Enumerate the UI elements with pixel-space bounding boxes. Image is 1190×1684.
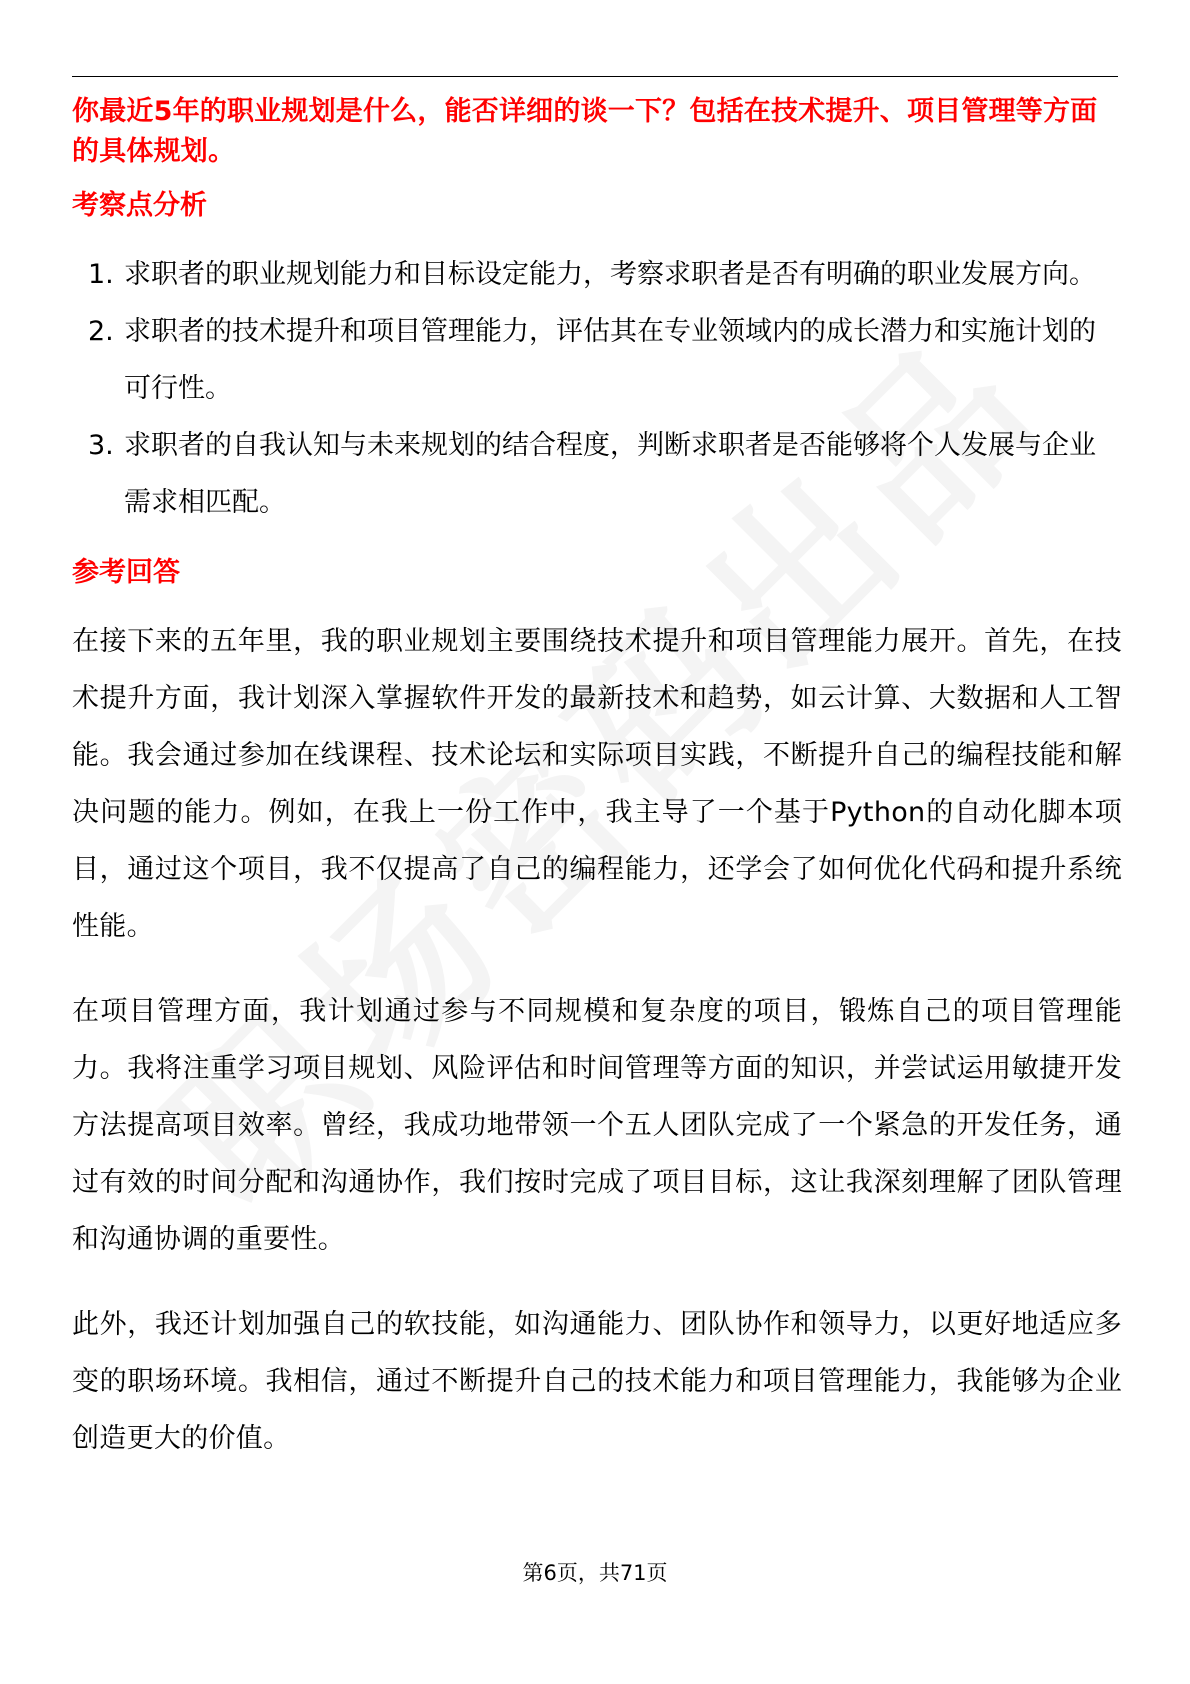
list-item-text: 求职者的技术提升和项目管理能力，评估其在专业领域内的成长潜力和实施计划的可行性。 (124, 316, 1096, 404)
list-item-number: 1. (88, 259, 114, 290)
answer-paragraph: 在接下来的五年里，我的职业规划主要围绕技术提升和项目管理能力展开。首先，在技术提升方面，我计划深入掌握软件开发的最新技术和趋势，如云计算、大数据和人工智能。我会通过参加在线课程、技术论坛和实际项目实践，不断提升自己的编程技能和解决问题的能力。例如，在我上一份工作中，我主导了一个基于Python的自动化脚本项目，通过这个项目，我不仅提高了自己的编程能力，还学会了如何优化代码和提升系统性能。 (72, 626, 1122, 942)
list-item-number: 3. (88, 430, 114, 461)
list-item-text: 求职者的职业规划能力和目标设定能力，考察求职者是否有明确的职业发展方向。 (124, 259, 1096, 290)
list-item (72, 417, 1122, 531)
reference-section-title: 参考回答 (72, 557, 180, 588)
list-item-number: 2. (88, 316, 114, 347)
page-number: 第6页，共71页 (522, 1561, 668, 1585)
list-item (72, 246, 1122, 303)
list-item (72, 303, 1122, 417)
question-heading: 你最近5年的职业规划是什么，能否详细的谈一下？包括在技术提升、项目管理等方面的具体规划。 (72, 96, 1098, 167)
document-body (72, 92, 1122, 1467)
header-rule (72, 76, 1118, 77)
analysis-section-title: 考察点分析 (72, 190, 207, 221)
analysis-list (72, 246, 1122, 531)
list-item-text: 求职者的自我认知与未来规划的结合程度，判断求职者是否能够将个人发展与企业需求相匹配。 (124, 430, 1096, 518)
answer-paragraph: 此外，我还计划加强自己的软技能，如沟通能力、团队协作和领导力，以更好地适应多变的职场环境。我相信，通过不断提升自己的技术能力和项目管理能力，我能够为企业创造更大的价值。 (72, 1309, 1122, 1454)
answer-paragraph: 在项目管理方面，我计划通过参与不同规模和复杂度的项目，锻炼自己的项目管理能力。我将注重学习项目规划、风险评估和时间管理等方面的知识，并尝试运用敏捷开发方法提高项目效率。曾经，我成功地带领一个五人团队完成了一个紧急的开发任务，通过有效的时间分配和沟通协作，我们按时完成了项目目标，这让我深刻理解了团队管理和沟通协调的重要性。 (72, 996, 1122, 1255)
